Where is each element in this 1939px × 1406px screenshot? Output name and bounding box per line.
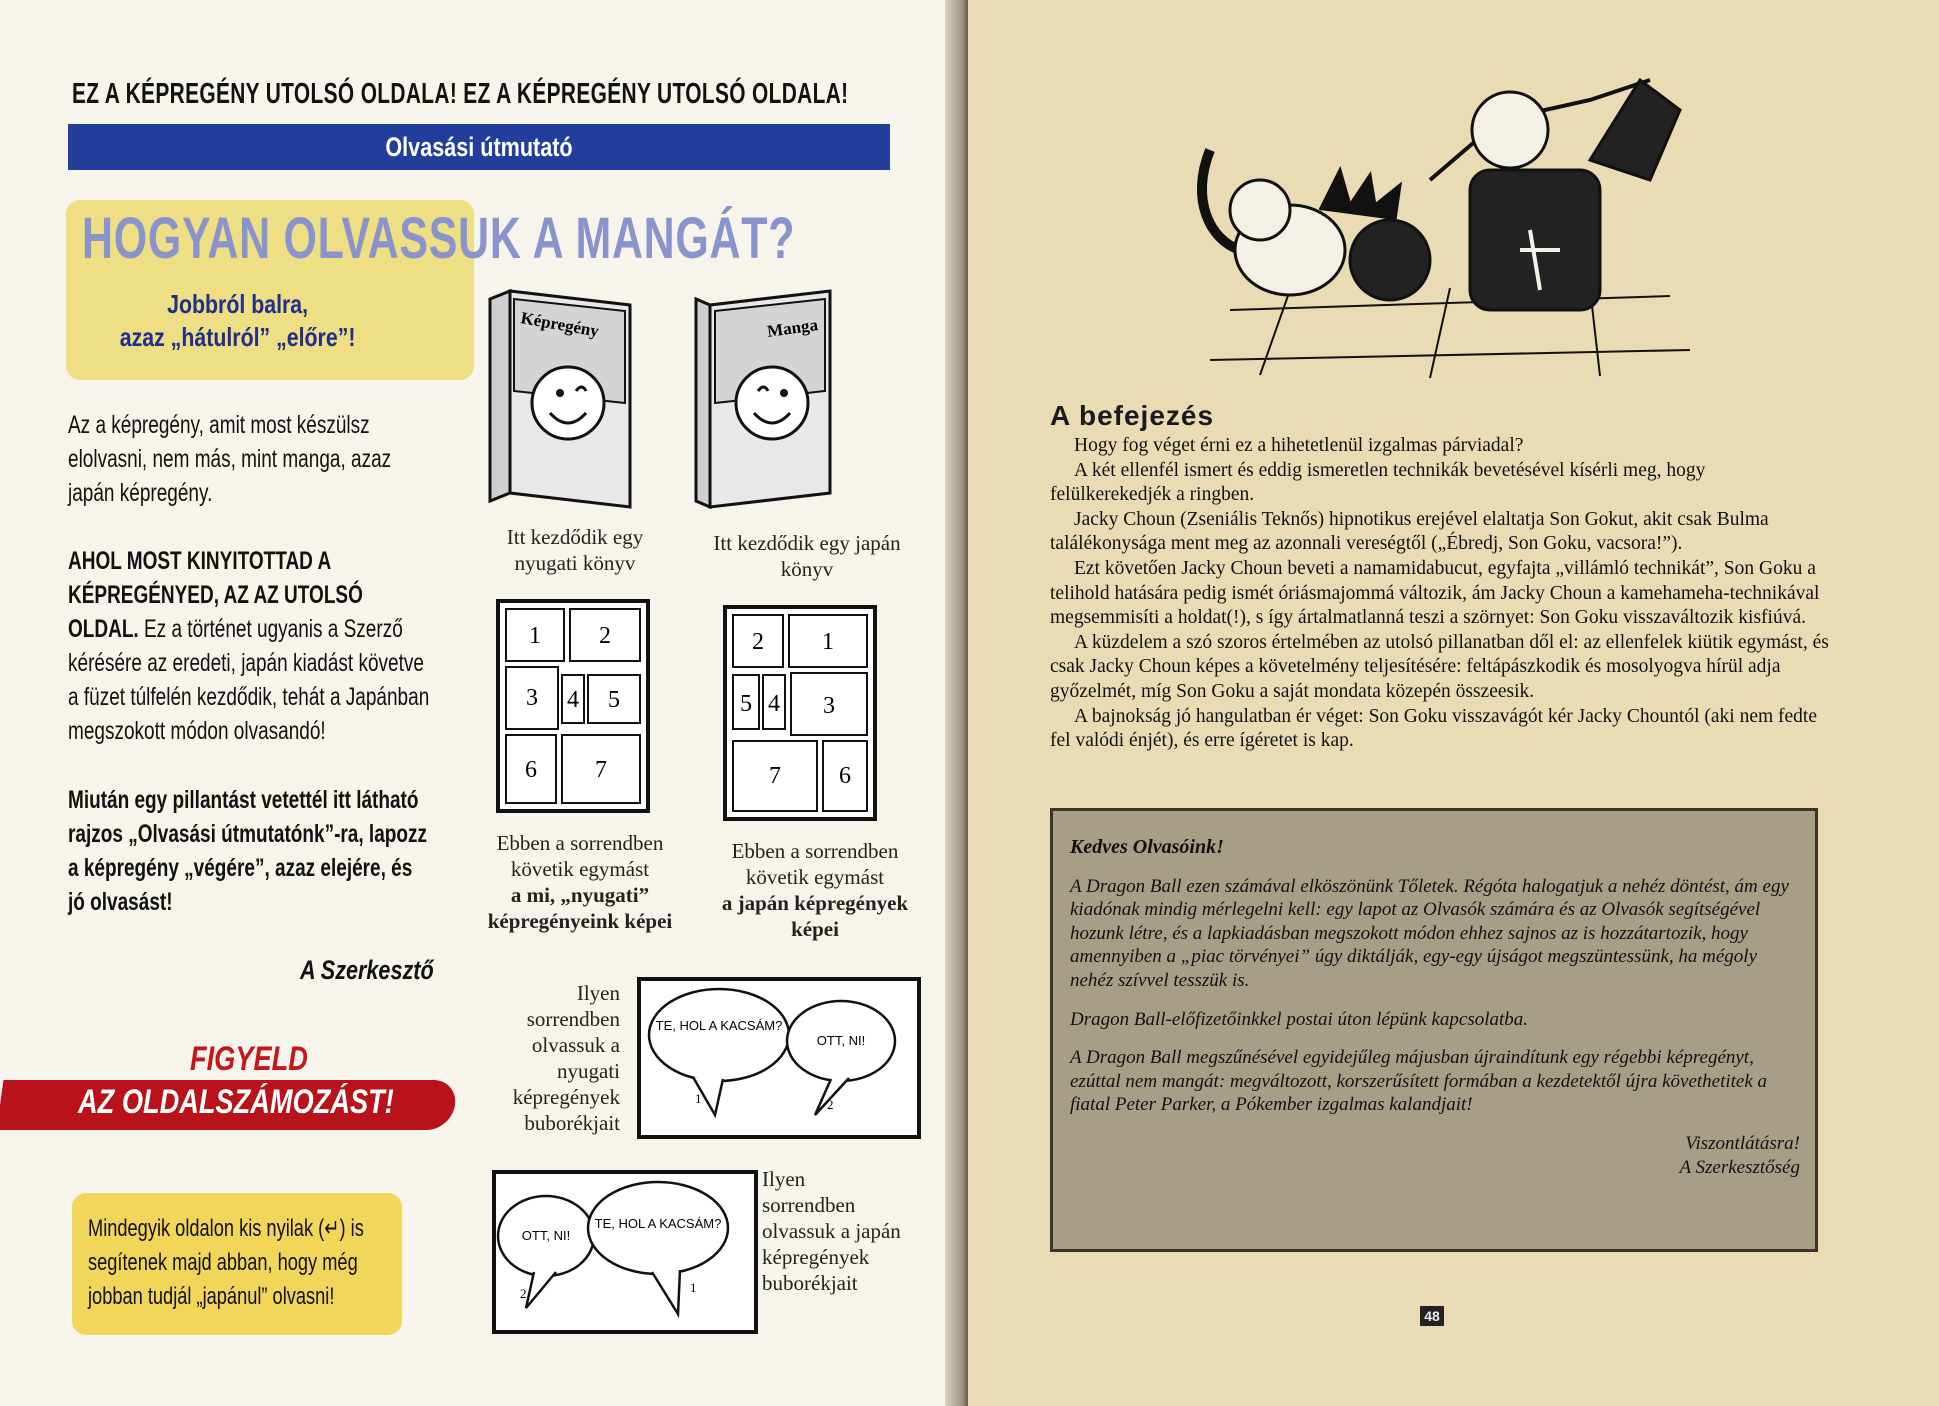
summary-paragraph: Hogy fog véget érni ez a hihetetlenül izgalmas párviadal? [1074, 435, 1524, 456]
japan-panel-num: 5 [740, 691, 752, 717]
west-panel-num: 3 [526, 685, 538, 711]
caption-japan-panels-1: Ebben a sorrendben követik egymást [731, 839, 899, 889]
note-sign-line2: A Szerkesztőség [1679, 1156, 1800, 1178]
caption-japan-book: Itt kezdődik egy japán könyv [713, 531, 901, 581]
speech-bubble-1 [649, 989, 789, 1081]
caption-west-book: Itt kezdődik egy nyugati könyv [506, 525, 644, 575]
japan-panel-num: 4 [768, 691, 780, 717]
page-number: 48 [1420, 1306, 1444, 1326]
west-panel-num: 2 [599, 623, 611, 649]
page-title: HOGYAN OLVASSUK A MANGÁT? [82, 206, 796, 271]
summary-paragraph: A küzdelem a szó szoros értelmében az utolsó pillanatban dől el: az ellenfelek kiütik egymást, és csak Jacky Choun képes a követelmény teljesítésére: feltápászkodik és mosolyogva hírül adja győzelmét, míg Son Goku a saját mondata közepén összeesik. [1050, 631, 1829, 702]
caption-west-panels-1: Ebben a sorrendben követik egymást [496, 831, 664, 881]
bubble-text-1: TE, HOL A KACSÁM? [655, 1018, 783, 1033]
guide-banner-text: Olvasási útmutató [385, 132, 573, 162]
summary-paragraph: Jacky Choun (Zseniális Teknős) hipnotikus erejével elaltatja Son Gokut, akit csak Bulma találékonysága ment meg az azonnali vereségtől („Ébredj, Son Goku, vacsora!”). [1050, 508, 1769, 555]
section-title: A befejezés [1050, 400, 1215, 431]
japan-panel-num: 3 [823, 693, 835, 719]
header-line: EZ A KÉPREGÉNY UTOLSÓ OLDALA! EZ A KÉPREGÉNY UTOLSÓ OLDALA! [72, 78, 849, 110]
japan-panel-num: 1 [822, 629, 834, 655]
note-paragraph: A Dragon Ball megszűnésével egyidejűleg májusban újraindítunk egy régebbi képregényt, ezúttal nem mangát: megváltozott, korszerűsített formában a kezdetektől újra követhetitek a fiatal Peter Parker, a Pókember izgalmas kalandjait! [1070, 1047, 1768, 1116]
reader-note-text [1070, 836, 1800, 1179]
note-greeting: Kedves Olvasóink! [1070, 836, 1224, 858]
manga-fight-illustration [1170, 60, 1690, 380]
note-sign-line1: Viszontlátásra! [1685, 1132, 1800, 1154]
bubble-text-2: OTT, NI! [816, 1033, 866, 1048]
west-panel-num: 1 [529, 623, 541, 649]
bubble-order-num: 1 [690, 1280, 697, 1295]
editor-signature: A Szerkesztő [300, 955, 434, 985]
japan-bubble-diagram [490, 1168, 760, 1338]
west-panel-num: 5 [608, 687, 620, 713]
svg-text:TE, HOL A KACSÁM? [656, 1018, 783, 1033]
caption-west-panels [470, 830, 690, 934]
closing-paragraph: Miután egy pillantást vetettél itt látható rajzos „Olvasási útmutatónk”-ra, lapozz a képregény „végére”, azaz elejére, és jó olvasást! [68, 786, 427, 916]
guide-banner [68, 124, 890, 170]
japan-panel-num: 7 [769, 763, 781, 789]
summary-paragraph: A bajnokság jó hangulatban ér véget: Son Goku visszavágót kér Jacky Chountól (aki nem fedte fel valódi énjét), és erre ígéretet is kap. [1050, 705, 1817, 752]
japan-panel-num: 6 [839, 763, 851, 789]
story-summary [1050, 434, 1830, 754]
note-signature [1070, 1132, 1800, 1179]
caption-japan-panels [705, 838, 925, 942]
bubble-text-1: TE, HOL A KACSÁM? [594, 1216, 722, 1231]
western-book-label: Képregény [519, 308, 601, 341]
summary-paragraph: A két ellenfél ismert és eddig ismeretlen technikák bevetésével kísérli meg, hogy felülkerekedjék a ringben. [1050, 459, 1706, 506]
note-paragraph: A Dragon Ball ezen számával elköszönünk Tőletek. Régóta halogatjuk a nehéz döntést, ám egy kiadónak mindig mérlegelni kell: egy lapot az Olvasók számára és az Olvasók segítségével hozunk létre, és a lapkiadásban megszokott módon ehhez sajnos az is hozzátartozik, hogy amennyiben a „piac törvényei” úgy diktálják, egy-egy újságot megszüntessünk, ha mégoly nehéz szívvel tesszük is. [1070, 875, 1789, 991]
subtitle-line2: azaz „hátulról” „előre”! [119, 322, 356, 352]
japanese-book-label: Manga [765, 315, 820, 341]
bubble-text-2: OTT, NI! [521, 1228, 571, 1243]
bubble-order-num: 1 [695, 1091, 702, 1106]
book-illustrations [480, 285, 920, 525]
panel-layouts [490, 595, 910, 825]
japan-panel-num: 2 [752, 629, 764, 655]
west-bubble-diagram [635, 975, 925, 1145]
bubble-west-caption: Ilyen sorrendben olvassuk a nyugati képregények buborékjait [512, 981, 620, 1135]
left-page [0, 0, 960, 1406]
caption-japan-panels-2: a japán képregények képei [721, 891, 909, 941]
west-panel-num: 6 [525, 757, 537, 783]
tip-text: Mindegyik oldalon kis nyilak (↵) is segítenek majd abban, hogy még jobban tudjál „japánul” olvasni! [88, 1215, 364, 1310]
intro-paragraph: Az a képregény, amit most készülsz elolvasni, nem más, mint manga, azaz japán képregény. [68, 411, 392, 507]
note-paragraph-rest: Ez a történet ugyanis a Szerző kérésére az eredeti, japán kiadást követve a füzet túlfelén kezdődik, tehát a Japánban megszokott módon olvasandó! [68, 615, 430, 745]
caption-west-panels-2: a mi, „nyugati” képregényeink képei [487, 883, 673, 933]
west-panel-num: 4 [567, 687, 579, 713]
note-paragraph: Dragon Ball-előfizetőinkkel postai úton lépünk kapcsolatba. [1070, 1008, 1529, 1030]
bubble-japan-caption: Ilyen sorrendben olvassuk a japán képregények buborékjait [762, 1167, 901, 1295]
bubble-order-num: 2 [827, 1097, 834, 1112]
west-panel-num: 7 [595, 757, 607, 783]
note-paragraph-bold: AHOL MOST KINYITOTTAD A KÉPREGÉNYED, AZ AZ UTOLSÓ OLDAL. [68, 547, 363, 643]
subtitle-line1: Jobbról balra, [167, 289, 309, 319]
figyeld-heading: FIGYELD [190, 1040, 308, 1078]
summary-paragraph: Ezt követően Jacky Choun beveti a namamidabucut, egyfajta „villámló technikát”, Son Goku a telihold hatására pedig ismét óriásmajommá változik, ám Jacky Choun a kamehameha-technikával megsemmisíti a holdat(!), s így ártalmatlanná teszi a szörnyet: Son Goku visszaváltozik kisfiúvá. [1050, 557, 1820, 629]
red-banner-text: AZ OLDALSZÁMOZÁST! [78, 1083, 394, 1121]
bubble-order-num: 2 [520, 1286, 527, 1301]
note-paragraph [68, 544, 433, 748]
subtitle [90, 288, 385, 354]
